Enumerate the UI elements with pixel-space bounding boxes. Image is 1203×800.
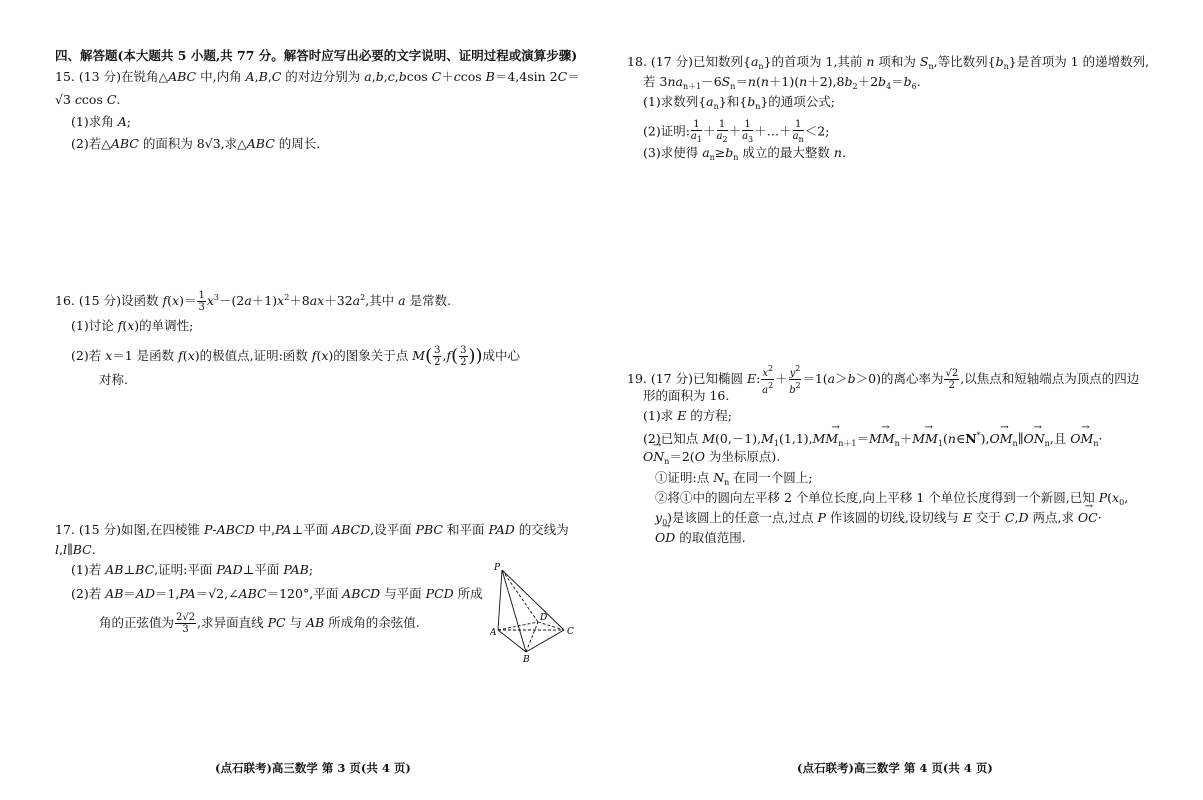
problem-18-part-2: (2)证明: $\frac{1}{a_1}$ ＋ $\frac{1}{a_2}$ ＋ $\frac{1}{a_3}$ ＋…＋ $\frac{1}{a_n}$ ＜2; bbox=[643, 119, 830, 144]
problem-16-part-1: (1)讨论 f(x)的单调性; bbox=[71, 318, 194, 333]
problem-17-part-2-cont: 角的正弦值为 $\frac{2√2}{3}$ ,求异面直线 PC 与 AB 所成角的余弦值. bbox=[99, 612, 420, 635]
problem-15-line-2: √3 ccos C. bbox=[55, 92, 121, 107]
problem-15-part-2: (2)若△ABC 的面积为 8√3,求△ABC 的周长. bbox=[71, 136, 321, 151]
problem-17-line-1: 17. (15 分)如图,在四棱锥 P-ABCD 中,PA⊥平面 ABCD,设平面 PBC 和平面 PAD 的交线为 bbox=[55, 522, 569, 537]
problem-16-part-2-cont: 对称. bbox=[99, 372, 128, 387]
problem-19-part-2-line-2: → $ON_n=2(O$ 为坐标原点). bbox=[643, 449, 780, 470]
label-a: A bbox=[490, 628, 497, 638]
pyramid-figure bbox=[490, 560, 580, 665]
problem-17-part-2: (2)若 AB＝AD＝1,PA＝√2,∠ABC＝120°,平面 ABCD 与平面 PCD 所成 bbox=[71, 586, 483, 601]
label-p: P bbox=[494, 563, 501, 573]
page-3 bbox=[55, 0, 595, 800]
problem-19-part-1: (1)求 E 的方程; bbox=[643, 408, 732, 423]
problem-19-sub-2-line-1: ②将①中的圆向左平移 2 个单位长度,向上平移 1 个单位长度得到一个新圆,已知 $P(x_0$, bbox=[655, 490, 1129, 507]
problem-19-sub-2-line-2: $y_0$)是该圆上的任意一点,过点 P 作该圆的切线,设切线与 E 交于 C,D 两点,求 → OC· bbox=[655, 510, 1102, 531]
problem-15-line-1: 15. (13 分)在锐角△ABC 中,内角 A,B,C 的对边分别为 a,b,c,bcos C＋ccos B＝4,4sin 2C＝ bbox=[55, 69, 580, 84]
problem-19-part-2-line-1: (2)已知点 $M(0,-1),M_1(1,1),\to MM_{n+1}=\to MM_n+\to$ $MM_1(n\in N^*),\to$ $OM_n\parallel\to ON_n$,且 → $OM_n\cdot$ bbox=[643, 428, 1102, 452]
section-header: 四、解答题(本大题共 5 小题,共 77 分。解答时应写出必要的文字说明、证明过程或演算步骤) bbox=[55, 48, 578, 63]
problem-18-line-2: 若 $3na_{n+1}-6S_n=n(n+1)(n+2),8b_2+2b_4=b_6$. bbox=[643, 74, 921, 91]
problem-19-sub-1: ①证明:点 $N_n$ 在同一个圆上; bbox=[655, 470, 813, 487]
problem-19-sub-2-line-3: → OD 的取值范围. bbox=[655, 530, 746, 546]
footer-right: (点石联考)高三数学 第 4 页(共 4 页) bbox=[797, 761, 993, 775]
label-d: D bbox=[540, 613, 548, 623]
problem-17-line-2: l,l∥BC. bbox=[55, 542, 96, 557]
problem-17-part-1: (1)若 AB⊥BC,证明:平面 PAD⊥平面 PAB; bbox=[71, 562, 314, 577]
label-b: B bbox=[523, 655, 530, 665]
problem-18-part-1: (1)求数列$\{a_n\}$和$\{b_n\}$的通项公式; bbox=[643, 94, 836, 111]
footer-left: (点石联考)高三数学 第 3 页(共 4 页) bbox=[215, 761, 411, 775]
label-c: C bbox=[567, 627, 574, 637]
problem-18-line-1: 18. (17 分)已知数列$\{a_n\}$的首项为 1,其前 n 项和为 $S_n$,等比数列$\{b_n\}$是首项为 1 的递增数列, bbox=[627, 54, 1150, 71]
page-4 bbox=[627, 0, 1157, 800]
problem-19-line-1: 19. (17 分)已知椭圆 E: $\frac{x^2}{a^2}$ ＋ $\frac{y^2}{b^2}$ ＝1(a＞b＞0)的离心率为 $\frac{√2}{2}$ ,以焦点和短轴端点为顶点的四边 bbox=[627, 364, 1140, 396]
problem-15-part-1: (1)求角 A; bbox=[71, 114, 131, 129]
problem-16-line-1: 16. (15 分)设函数 f(x)＝ $\frac{1}{3}$ $x^3-(2a+1)x^2+8ax+32a^2$,其中 a 是常数. bbox=[55, 290, 452, 313]
problem-18-part-3: (3)求使得 $a_n\ge b_n$ 成立的最大整数 n. bbox=[643, 145, 846, 162]
problem-19-line-2: 形的面积为 16. bbox=[643, 388, 730, 403]
problem-16-part-2: (2)若 x＝1 是函数 f(x)的极值点,证明:函数 f(x)的图象关于点 M( $\frac{3}{2}$ ,f( $\frac{3}{2}$ ))成中心 bbox=[71, 345, 521, 368]
